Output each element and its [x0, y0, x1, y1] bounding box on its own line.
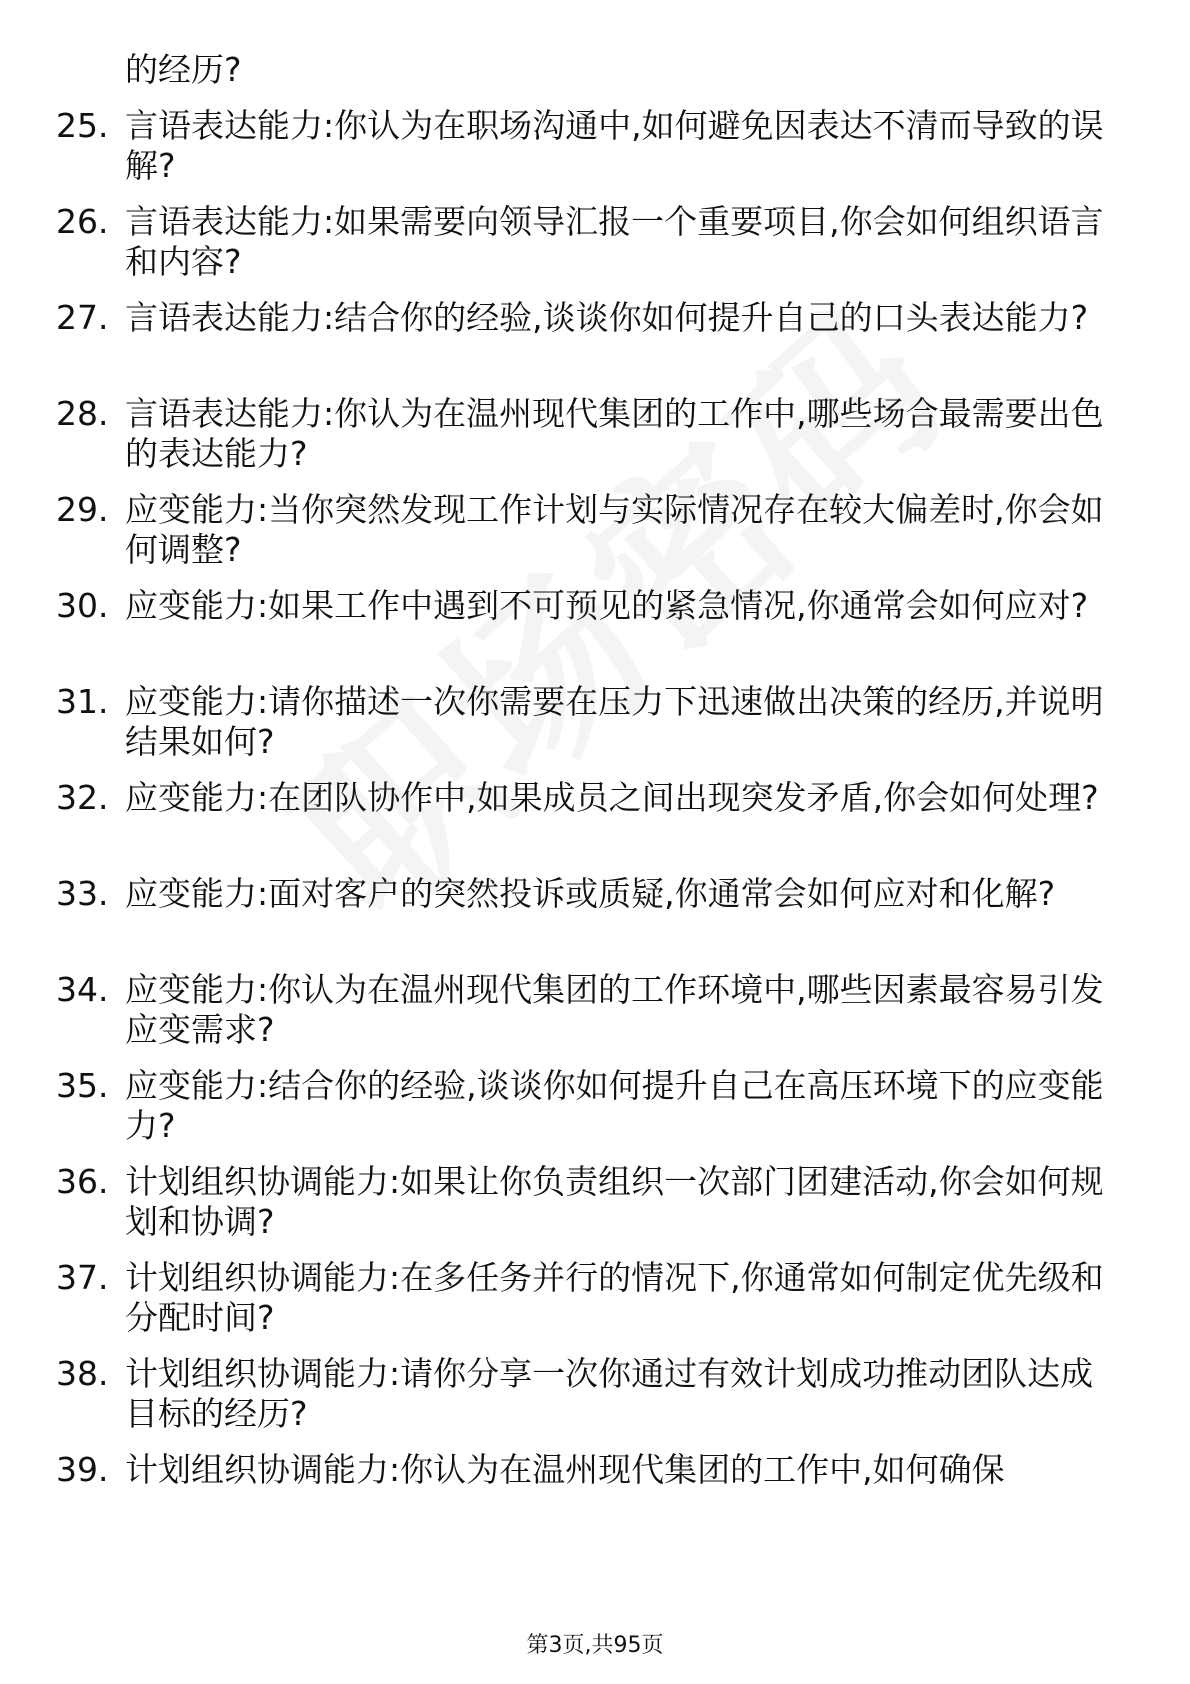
continued-text: 的经历? [125, 50, 242, 89]
item-number: 29. [56, 490, 109, 529]
item-number: 39. [56, 1450, 109, 1489]
item-text: 计划组织协调能力:请你分享一次你通过有效计划成功推动团队达成目标的经历? [125, 1354, 1094, 1433]
item-text: 言语表达能力:你认为在职场沟通中,如何避免因表达不清而导致的误解? [125, 106, 1104, 185]
item-number: 37. [56, 1258, 109, 1297]
item-number: 27. [56, 298, 109, 337]
item-number: 25. [56, 106, 109, 145]
item-number: 34. [56, 970, 109, 1009]
item-text: 应变能力:请你描述一次你需要在压力下迅速做出决策的经历,并说明结果如何? [125, 682, 1104, 761]
item-text: 应变能力:当你突然发现工作计划与实际情况存在较大偏差时,你会如何调整? [125, 490, 1104, 569]
item-number: 26. [56, 202, 109, 241]
item-text: 应变能力:在团队协作中,如果成员之间出现突发矛盾,你会如何处理? [125, 778, 1099, 817]
item-number: 32. [56, 778, 109, 817]
item-text: 计划组织协调能力:你认为在温州现代集团的工作中,如何确保 [125, 1450, 1005, 1489]
item-text: 言语表达能力:你认为在温州现代集团的工作中,哪些场合最需要出色的表达能力? [125, 394, 1104, 473]
item-text: 言语表达能力:结合你的经验,谈谈你如何提升自己的口头表达能力? [125, 298, 1089, 337]
item-text: 应变能力:结合你的经验,谈谈你如何提升自己在高压环境下的应变能力? [125, 1066, 1104, 1145]
item-number: 36. [56, 1162, 109, 1201]
item-number: 38. [56, 1354, 109, 1393]
item-text: 计划组织协调能力:在多任务并行的情况下,你通常如何制定优先级和分配时间? [125, 1258, 1104, 1337]
item-text: 应变能力:如果工作中遇到不可预见的紧急情况,你通常会如何应对? [125, 586, 1089, 625]
item-number: 28. [56, 394, 109, 433]
item-number: 33. [56, 874, 109, 913]
item-text: 计划组织协调能力:如果让你负责组织一次部门团建活动,你会如何规划和协调? [125, 1162, 1104, 1241]
item-number: 35. [56, 1066, 109, 1105]
item-text: 应变能力:面对客户的突然投诉或质疑,你通常会如何应对和化解? [125, 874, 1056, 913]
item-number: 30. [56, 586, 109, 625]
item-number: 31. [56, 682, 109, 721]
item-text: 应变能力:你认为在温州现代集团的工作环境中,哪些因素最容易引发应变需求? [125, 970, 1104, 1049]
item-text: 言语表达能力:如果需要向领导汇报一个重要项目,你会如何组织语言和内容? [125, 202, 1104, 281]
page-number-footer: 第3页,共95页 [526, 1633, 664, 1658]
